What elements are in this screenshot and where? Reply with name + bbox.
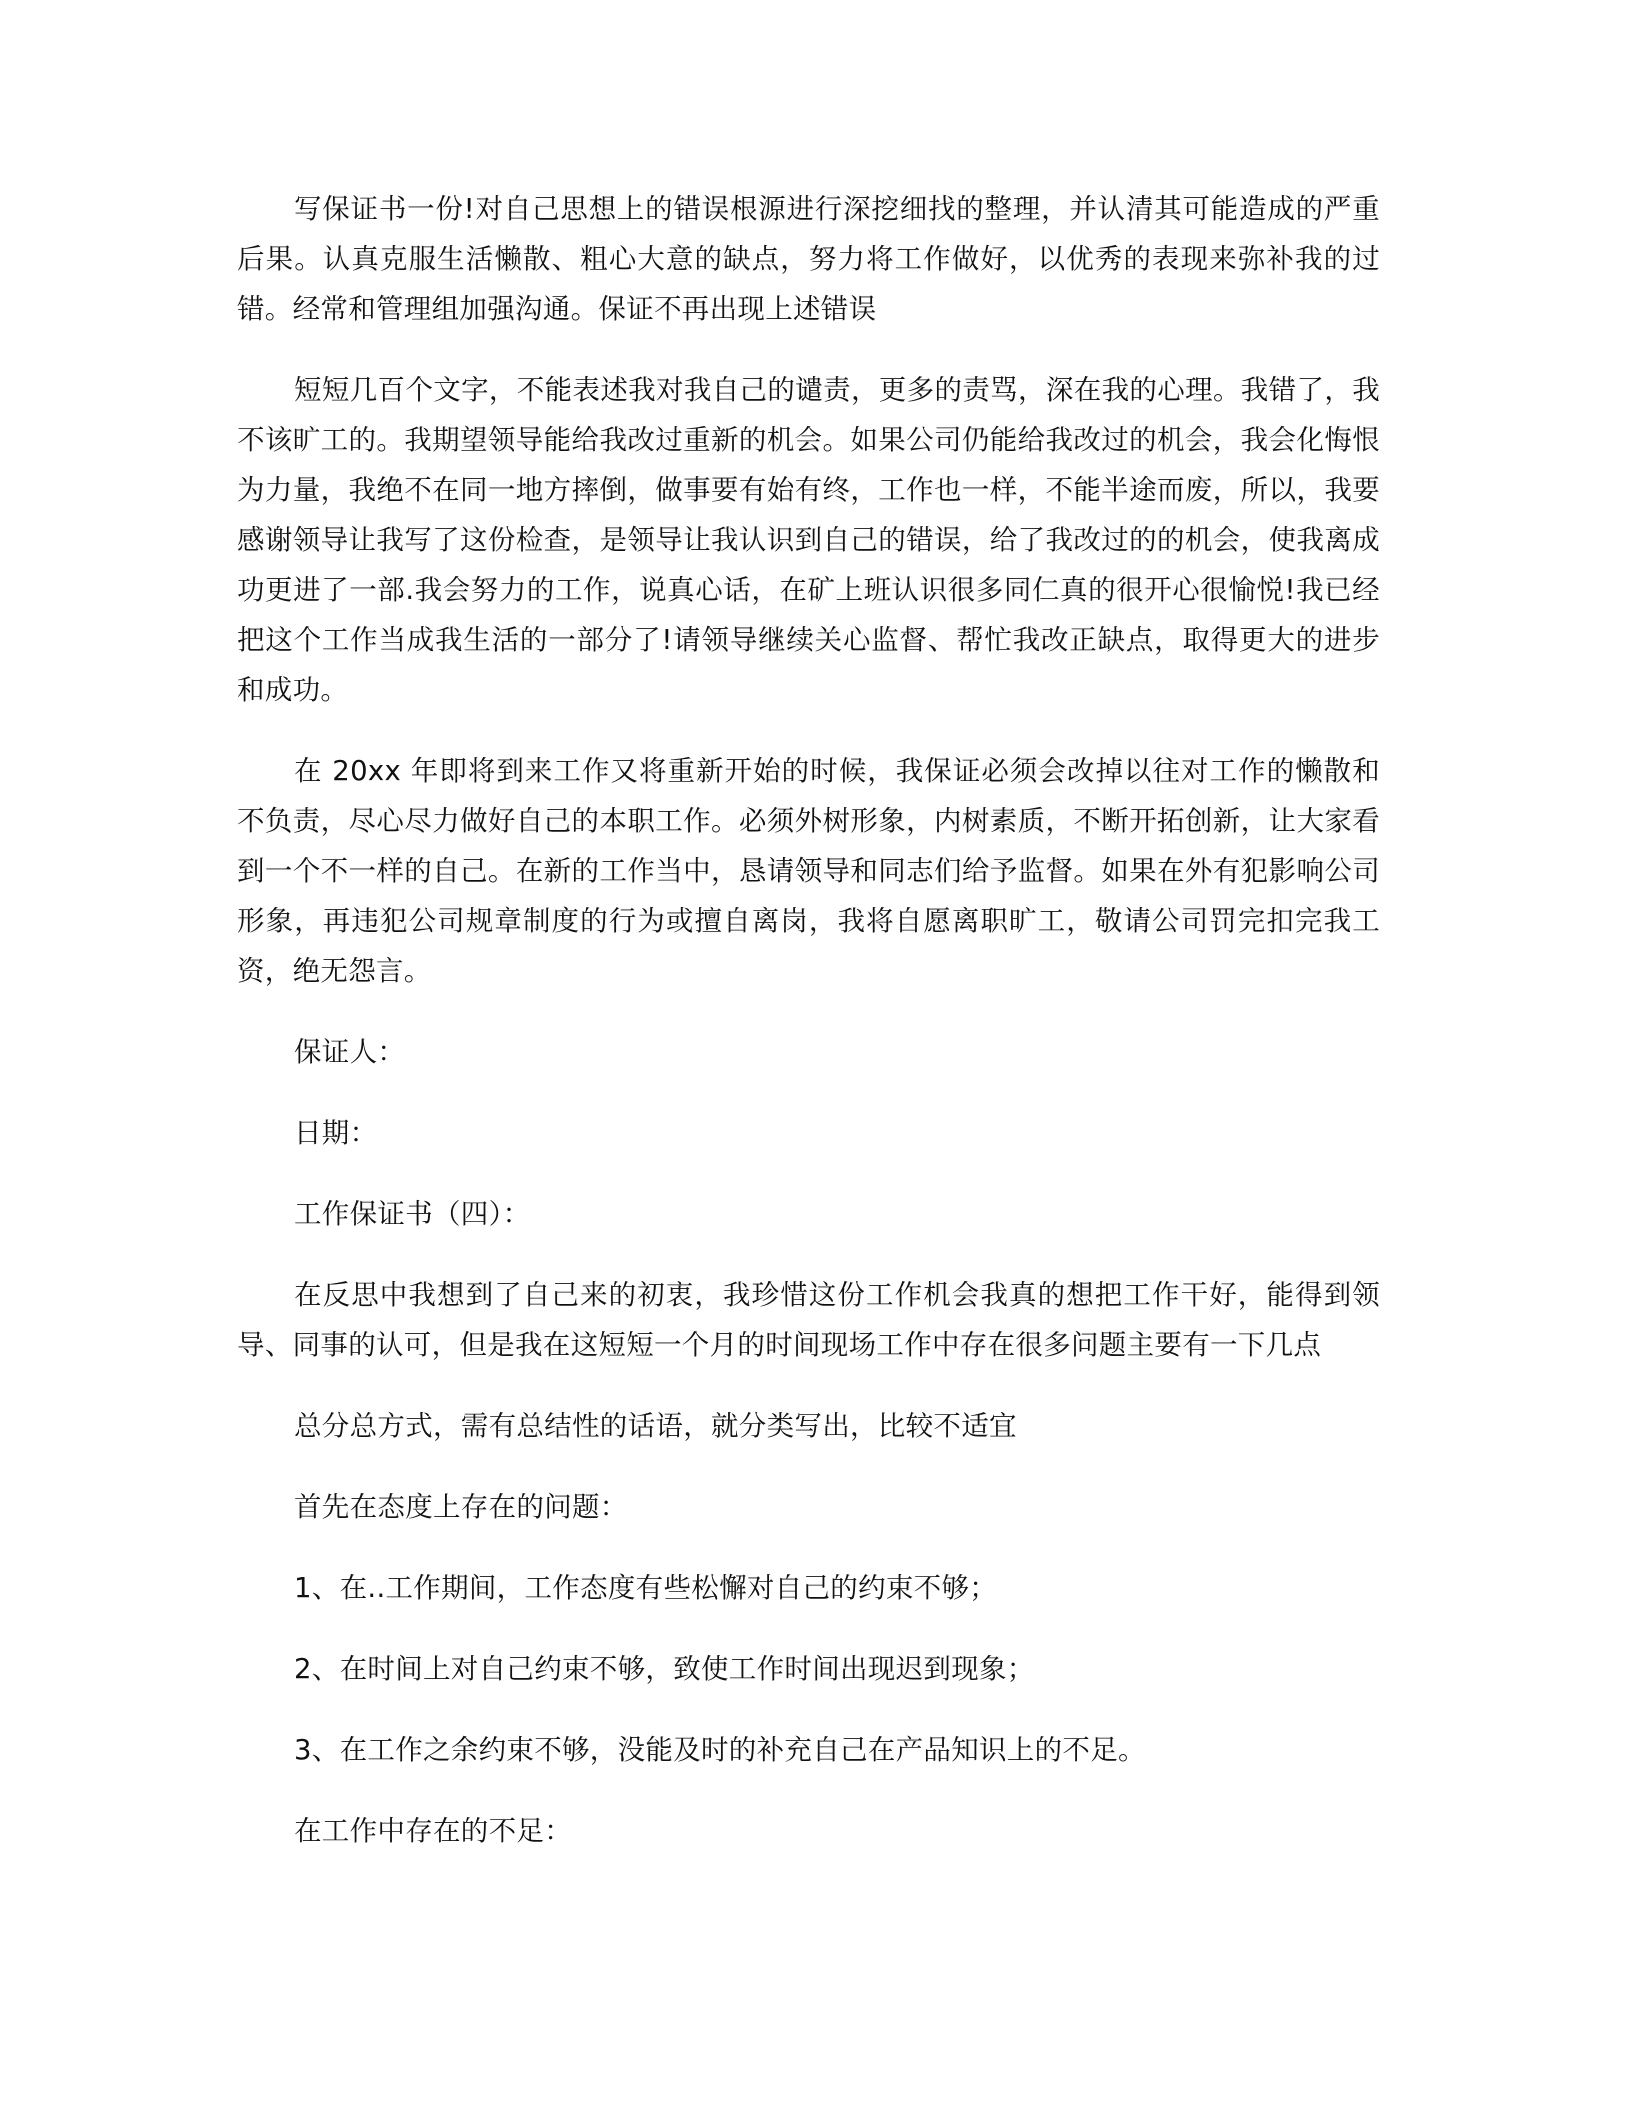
date-label: 日期： <box>294 1117 378 1149</box>
document-page <box>237 184 1380 1887</box>
list-item-1: 1、在..工作期间，工作态度有些松懈对自己的约束不够； <box>294 1572 998 1604</box>
paragraph-new-year-pledge: 在 20xx 年即将到来工作又将重新开始的时候，我保证必须会改掉以往对工作的懒散和不负责，尽心尽力做好自己的本职工作。必须外树形象，内树素质，不断开拓创新，让大家看到一个不一样的自己。在新的工作当中，恳请领导和同志们给予监督。如果在外有犯影响公司形象，再违犯公司规章制度的行为或擅自离岗，我将自愿离职旷工，敬请公司罚完扣完我工资，绝无怨言。 <box>237 755 1380 987</box>
paragraph-structure-note: 总分总方式，需有总结性的话语，就分类写出，比较不适宜 <box>294 1410 1017 1442</box>
list-item-2: 2、在时间上对自己约束不够，致使工作时间出现迟到现象； <box>294 1653 1035 1685</box>
list-item-3: 3、在工作之余约束不够，没能及时的补充自己在产品知识上的不足。 <box>294 1734 1146 1766</box>
attitude-problems-heading: 首先在态度上存在的问题： <box>294 1491 628 1523</box>
work-shortcomings-heading: 在工作中存在的不足： <box>294 1815 572 1847</box>
paragraph-reflection: 在反思中我想到了自己来的初衷，我珍惜这份工作机会我真的想把工作干好，能得到领导、同事的认可，但是我在这短短一个月的时间现场工作中存在很多问题主要有一下几点 <box>237 1279 1380 1361</box>
section-heading-four: 工作保证书（四）： <box>294 1198 531 1230</box>
paragraph-guarantee-intro: 写保证书一份!对自己思想上的错误根源进行深挖细找的整理，并认清其可能造成的严重后果。认真克服生活懒散、粗心大意的缺点，努力将工作做好，以优秀的表现来弥补我的过错。经常和管理组加强沟通。保证不再出现上述错误 <box>237 193 1380 325</box>
guarantor-label: 保证人： <box>294 1036 406 1068</box>
paragraph-self-reproach: 短短几百个文字，不能表述我对我自己的谴责，更多的责骂，深在我的心理。我错了，我不该旷工的。我期望领导能给我改过重新的机会。如果公司仍能给我改过的机会，我会化悔恨为力量，我绝不在同一地方摔倒，做事要有始有终，工作也一样，不能半途而废，所以，我要感谢领导让我写了这份检查，是领导让我认识到自己的错误，给了我改过的的机会，使我离成功更进了一部.我会努力的工作，说真心话，在矿上班认识很多同仁真的很开心很愉悦!我已经把这个工作当成我生活的一部分了!请领导继续关心监督、帮忙我改正缺点，取得更大的进步和成功。 <box>237 374 1380 706</box>
